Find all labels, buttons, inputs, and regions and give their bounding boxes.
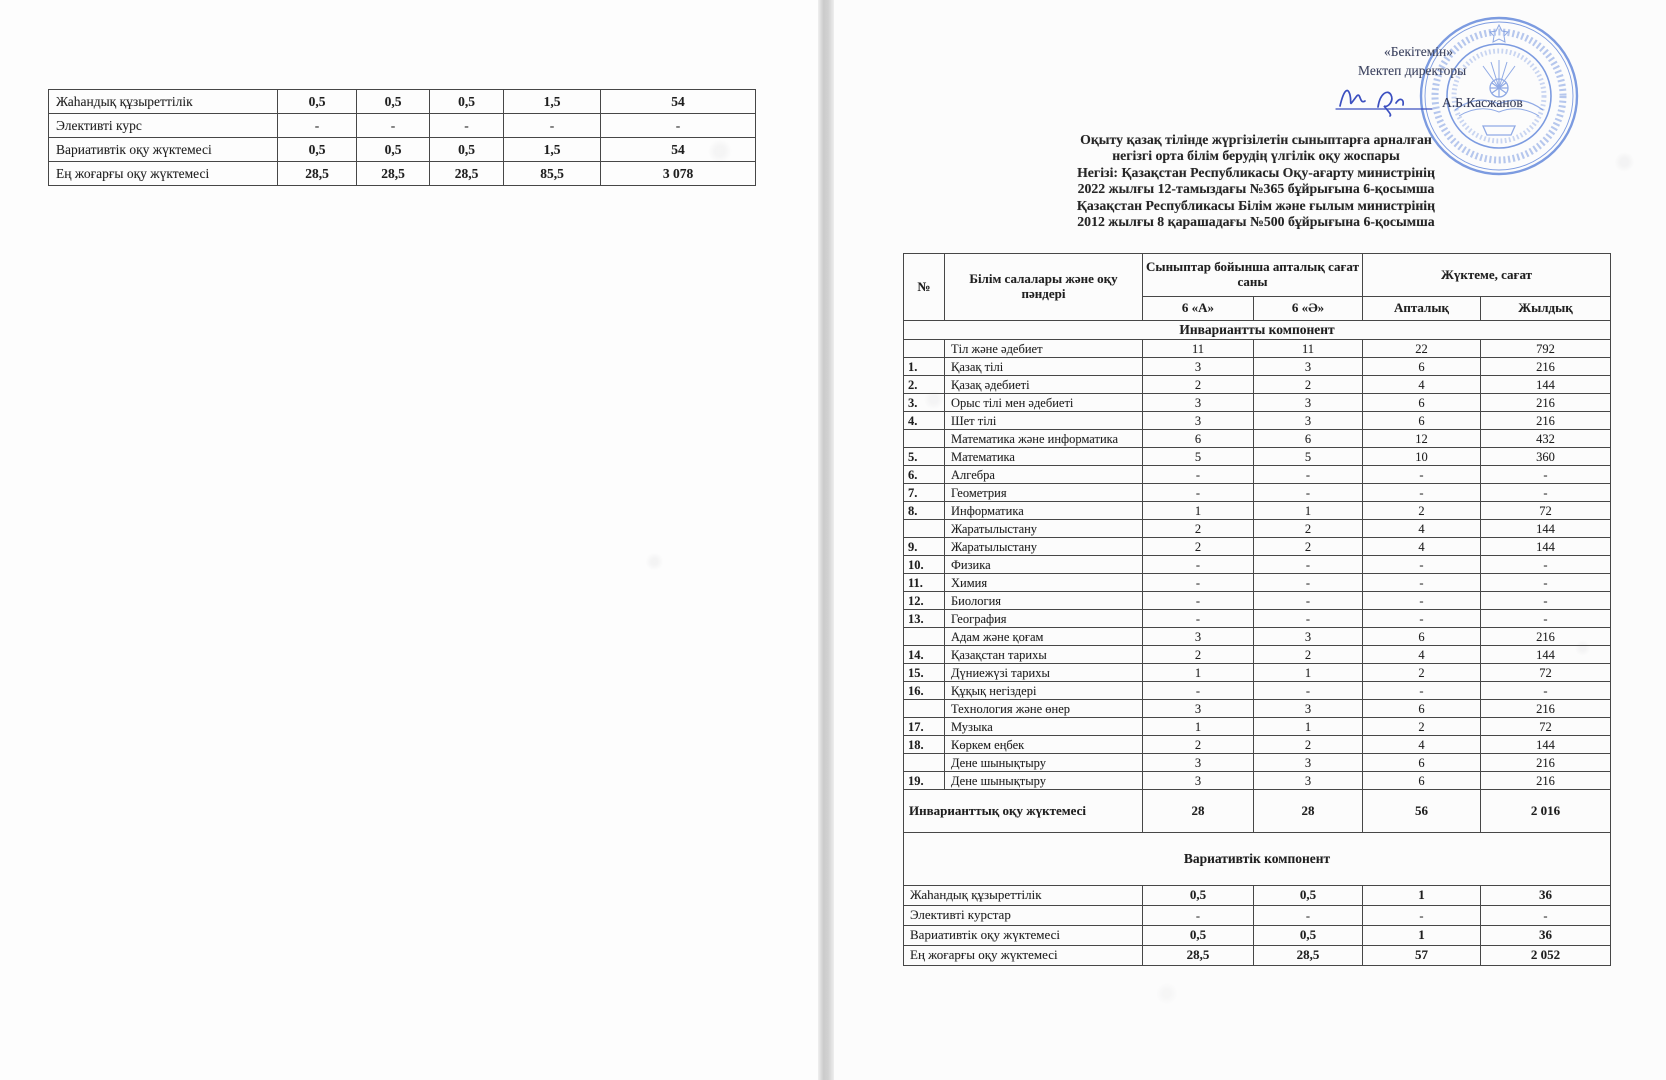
subject-cell: Жаратылыстану	[945, 538, 1143, 556]
value-cell: 6	[1363, 412, 1481, 430]
table-row	[904, 926, 1611, 946]
row-number-cell: 7.	[904, 484, 945, 502]
value-cell: 2	[1363, 502, 1481, 520]
title-line: Негізі: Қазақстан Республикасы Оқу-ағарту министрінің	[1077, 164, 1435, 180]
value-cell: 2 052	[1481, 946, 1611, 966]
value-cell: 11	[1143, 340, 1254, 358]
subject-cell: Физика	[945, 556, 1143, 574]
value-cell: 2	[1363, 718, 1481, 736]
title-line: негізгі орта білім берудің үлгілік оқу жоспары	[1112, 148, 1400, 164]
value-cell: 3	[1254, 754, 1363, 772]
row-number-cell	[904, 700, 945, 718]
value-cell: 216	[1481, 700, 1611, 718]
value-cell: 1	[1254, 718, 1363, 736]
table-row	[49, 90, 756, 114]
subject-cell: Технология және өнер	[945, 700, 1143, 718]
value-cell: -	[1481, 610, 1611, 628]
col-header-class-b: 6 «Ә»	[1254, 297, 1363, 321]
subject-cell: Құқық негіздері	[945, 682, 1143, 700]
invariant-total-row	[904, 790, 1611, 833]
value-cell: 12	[1363, 430, 1481, 448]
row-label-cell: Элективті курстар	[904, 906, 1143, 926]
title-line: Оқыту қазақ тілінде жүргізілетін сыныптарға арналған	[1080, 132, 1432, 147]
left-page	[0, 0, 818, 1080]
table-row	[904, 906, 1611, 926]
row-number-cell: 2.	[904, 376, 945, 394]
value-cell: 360	[1481, 448, 1611, 466]
value-cell: 792	[1481, 340, 1611, 358]
value-cell: 3	[1143, 754, 1254, 772]
value-cell: 2	[1254, 646, 1363, 664]
col-header-yearly: Жылдық	[1481, 297, 1611, 321]
table-row	[904, 484, 1611, 502]
subject-cell: Көркем еңбек	[945, 736, 1143, 754]
table-row	[904, 700, 1611, 718]
value-cell: 11	[1254, 340, 1363, 358]
value-cell: -	[1254, 592, 1363, 610]
title-line: Қазақстан Республикасы Білім және ғылым министрінің	[1076, 197, 1436, 213]
col-header-weekly: Апталық	[1363, 297, 1481, 321]
value-cell: 0,5	[1143, 886, 1254, 906]
table-row	[904, 718, 1611, 736]
row-number-cell: 1.	[904, 358, 945, 376]
value-cell: 72	[1481, 502, 1611, 520]
row-number-cell: 6.	[904, 466, 945, 484]
value-cell: -	[1254, 574, 1363, 592]
value-cell: 3	[1143, 394, 1254, 412]
value-cell: -	[1143, 682, 1254, 700]
row-number-cell: 8.	[904, 502, 945, 520]
right-page	[834, 0, 1666, 1080]
table-row	[904, 664, 1611, 682]
subject-cell: География	[945, 610, 1143, 628]
table-row	[904, 610, 1611, 628]
value-cell: 3	[1143, 700, 1254, 718]
approval-title: «Бекітемін»	[1384, 44, 1453, 59]
row-number-cell: 17.	[904, 718, 945, 736]
subject-cell: Музыка	[945, 718, 1143, 736]
value-cell: 1,5	[504, 138, 601, 162]
value-cell: 5	[1254, 448, 1363, 466]
value-cell: 3	[1254, 358, 1363, 376]
table-row	[904, 520, 1611, 538]
value-cell: -	[1363, 906, 1481, 926]
value-cell: 3	[1254, 412, 1363, 430]
subject-cell: Қазақ тілі	[945, 358, 1143, 376]
value-cell: 85,5	[504, 162, 601, 186]
value-cell: 4	[1363, 538, 1481, 556]
row-number-cell	[904, 340, 945, 358]
table-row	[904, 646, 1611, 664]
subject-cell: Дене шынықтыру	[945, 754, 1143, 772]
value-cell: 6	[1363, 628, 1481, 646]
value-cell: -	[1143, 484, 1254, 502]
value-cell: -	[504, 114, 601, 138]
value-cell: -	[1143, 556, 1254, 574]
value-cell: 2	[1363, 664, 1481, 682]
value-cell: 1	[1363, 886, 1481, 906]
table-row	[904, 754, 1611, 772]
row-number-cell: 9.	[904, 538, 945, 556]
value-cell: 36	[1481, 926, 1611, 946]
value-cell: 4	[1363, 376, 1481, 394]
value-cell: -	[1254, 484, 1363, 502]
value-cell: 3	[1254, 394, 1363, 412]
row-number-cell	[904, 628, 945, 646]
value-cell: 216	[1481, 772, 1611, 790]
subject-cell: Информатика	[945, 502, 1143, 520]
col-header-classes-group: Сыныптар бойынша апталық сағат саны	[1143, 254, 1363, 297]
value-cell: 0,5	[430, 90, 504, 114]
row-label-cell: Ең жоғарғы оқу жүктемесі	[904, 946, 1143, 966]
value-cell: 216	[1481, 754, 1611, 772]
page-divider	[818, 0, 834, 1080]
value-cell: 3	[1143, 772, 1254, 790]
subject-cell: Шет тілі	[945, 412, 1143, 430]
value-cell: -	[1363, 610, 1481, 628]
value-cell: -	[1254, 682, 1363, 700]
value-cell: 3	[1143, 628, 1254, 646]
value-cell: 1	[1254, 664, 1363, 682]
value-cell: 72	[1481, 664, 1611, 682]
table-row	[904, 502, 1611, 520]
value-cell: 3	[1254, 700, 1363, 718]
col-header-subject: Білім салалары және оқу пәндері	[945, 254, 1143, 321]
value-cell: 0,5	[430, 138, 504, 162]
value-cell: -	[1254, 556, 1363, 574]
value-cell: 6	[1254, 430, 1363, 448]
value-cell: 22	[1363, 340, 1481, 358]
approval-role: Мектеп директоры	[1358, 63, 1467, 78]
table-row	[904, 448, 1611, 466]
value-cell: -	[1363, 466, 1481, 484]
value-cell: -	[1481, 484, 1611, 502]
total-value-cell: 56	[1363, 790, 1481, 833]
row-number-cell: 3.	[904, 394, 945, 412]
value-cell: 57	[1363, 946, 1481, 966]
value-cell: 6	[1363, 394, 1481, 412]
value-cell: 0,5	[1254, 886, 1363, 906]
col-header-class-a: 6 «А»	[1143, 297, 1254, 321]
row-number-cell: 5.	[904, 448, 945, 466]
value-cell: -	[1143, 610, 1254, 628]
value-cell: 1,5	[504, 90, 601, 114]
value-cell: 6	[1363, 358, 1481, 376]
row-label-cell: Жаһандық құзыреттілік	[904, 886, 1143, 906]
table-row	[904, 886, 1611, 906]
subject-cell: Геометрия	[945, 484, 1143, 502]
approval-block	[1334, 44, 1564, 117]
value-cell: 144	[1481, 520, 1611, 538]
table-row	[904, 340, 1611, 358]
table-row	[904, 538, 1611, 556]
value-cell: 2	[1254, 736, 1363, 754]
subject-cell: Жаратылыстану	[945, 520, 1143, 538]
value-cell: 2	[1143, 520, 1254, 538]
subject-cell: Математика және информатика	[945, 430, 1143, 448]
title-line: 2022 жылғы 12-тамыздағы №365 бұйрығына 6-қосымша	[1077, 181, 1435, 197]
row-number-cell	[904, 754, 945, 772]
subject-cell: Математика	[945, 448, 1143, 466]
value-cell: 1	[1254, 502, 1363, 520]
value-cell: 1	[1143, 718, 1254, 736]
value-cell: -	[1143, 466, 1254, 484]
value-cell: -	[1143, 906, 1254, 926]
subject-cell: Тіл және әдебиет	[945, 340, 1143, 358]
value-cell: 216	[1481, 394, 1611, 412]
value-cell: 1	[1143, 664, 1254, 682]
value-cell: 5	[1143, 448, 1254, 466]
value-cell: -	[1481, 592, 1611, 610]
subject-cell: Орыс тілі мен әдебиеті	[945, 394, 1143, 412]
row-number-cell: 19.	[904, 772, 945, 790]
value-cell: 0,5	[357, 138, 430, 162]
table-row	[904, 628, 1611, 646]
value-cell: 36	[1481, 886, 1611, 906]
value-cell: 216	[1481, 412, 1611, 430]
row-number-cell	[904, 520, 945, 538]
value-cell: 28,5	[278, 162, 357, 186]
value-cell: 28,5	[430, 162, 504, 186]
value-cell: 144	[1481, 538, 1611, 556]
total-value-cell: 28	[1254, 790, 1363, 833]
value-cell: -	[1363, 484, 1481, 502]
value-cell: -	[601, 114, 756, 138]
section-row	[904, 833, 1611, 886]
value-cell: -	[1254, 610, 1363, 628]
table-row	[904, 772, 1611, 790]
table-row	[49, 162, 756, 186]
value-cell: -	[278, 114, 357, 138]
signature	[1334, 81, 1438, 117]
table-row	[904, 376, 1611, 394]
row-number-cell: 15.	[904, 664, 945, 682]
row-label-cell: Жаһандық құзыреттілік	[49, 90, 278, 114]
title-line: 2012 жылғы 8 қарашадағы №500 бұйрығына 6-қосымша	[1077, 214, 1435, 230]
row-number-cell: 14.	[904, 646, 945, 664]
table-header	[904, 254, 1611, 321]
value-cell: 3	[1254, 772, 1363, 790]
table-row	[904, 574, 1611, 592]
value-cell: 144	[1481, 736, 1611, 754]
table-row	[49, 114, 756, 138]
table-row	[904, 466, 1611, 484]
value-cell: 28,5	[1143, 946, 1254, 966]
value-cell: 10	[1363, 448, 1481, 466]
value-cell: 0,5	[278, 90, 357, 114]
total-label-cell: Инварианттық оқу жүктемесі	[904, 790, 1143, 833]
value-cell: 0,5	[278, 138, 357, 162]
subject-cell: Химия	[945, 574, 1143, 592]
row-label-cell: Ең жоғарғы оқу жүктемесі	[49, 162, 278, 186]
row-number-cell: 12.	[904, 592, 945, 610]
section-label: Вариативтік компонент	[904, 833, 1611, 886]
row-label-cell: Вариативтік оқу жүктемесі	[49, 138, 278, 162]
subject-cell: Қазақстан тарихы	[945, 646, 1143, 664]
signature-row	[1334, 81, 1564, 117]
value-cell: 54	[601, 90, 756, 114]
table-row	[904, 946, 1611, 966]
value-cell: 3 078	[601, 162, 756, 186]
subject-cell: Адам және қоғам	[945, 628, 1143, 646]
subject-cell: Биология	[945, 592, 1143, 610]
value-cell: 0,5	[1254, 926, 1363, 946]
value-cell: 6	[1363, 700, 1481, 718]
value-cell: 4	[1363, 520, 1481, 538]
value-cell: 2	[1254, 538, 1363, 556]
value-cell: 3	[1143, 358, 1254, 376]
value-cell: 28,5	[357, 162, 430, 186]
value-cell: 2	[1143, 736, 1254, 754]
value-cell: 3	[1254, 628, 1363, 646]
value-cell: 2	[1254, 376, 1363, 394]
value-cell: -	[1143, 574, 1254, 592]
approval-signer-name: А.Б.Касжанов	[1442, 95, 1523, 110]
total-value-cell: 28	[1143, 790, 1254, 833]
value-cell: 6	[1363, 754, 1481, 772]
left-summary-table	[48, 89, 756, 186]
value-cell: -	[1481, 682, 1611, 700]
value-cell: -	[1481, 906, 1611, 926]
value-cell: 1	[1143, 502, 1254, 520]
value-cell: -	[1481, 556, 1611, 574]
table-row	[904, 592, 1611, 610]
value-cell: 28,5	[1254, 946, 1363, 966]
value-cell: 216	[1481, 358, 1611, 376]
value-cell: -	[1143, 592, 1254, 610]
value-cell: -	[1363, 682, 1481, 700]
value-cell: -	[1363, 556, 1481, 574]
value-cell: 0,5	[357, 90, 430, 114]
table-row	[904, 682, 1611, 700]
row-label-cell: Вариативтік оқу жүктемесі	[904, 926, 1143, 946]
total-value-cell: 2 016	[1481, 790, 1611, 833]
value-cell: 432	[1481, 430, 1611, 448]
value-cell: -	[1254, 906, 1363, 926]
subject-cell: Алгебра	[945, 466, 1143, 484]
value-cell: 2	[1143, 646, 1254, 664]
value-cell: -	[1363, 592, 1481, 610]
col-header-load-group: Жүктеме, сағат	[1363, 254, 1611, 297]
curriculum-table	[903, 253, 1611, 966]
value-cell: 4	[1363, 736, 1481, 754]
row-number-cell	[904, 430, 945, 448]
value-cell: 0,5	[1143, 926, 1254, 946]
table-row	[49, 138, 756, 162]
subject-cell: Қазақ әдебиеті	[945, 376, 1143, 394]
section-row	[904, 321, 1611, 340]
row-number-cell: 18.	[904, 736, 945, 754]
row-label-cell: Элективті курс	[49, 114, 278, 138]
table-row	[904, 556, 1611, 574]
value-cell: 1	[1363, 926, 1481, 946]
value-cell: -	[1481, 466, 1611, 484]
subject-cell: Дүниежүзі тарихы	[945, 664, 1143, 682]
value-cell: -	[1481, 574, 1611, 592]
row-number-cell: 11.	[904, 574, 945, 592]
row-number-cell: 13.	[904, 610, 945, 628]
value-cell: -	[1363, 574, 1481, 592]
value-cell: 144	[1481, 646, 1611, 664]
value-cell: 2	[1254, 520, 1363, 538]
value-cell: 72	[1481, 718, 1611, 736]
table-row	[904, 430, 1611, 448]
subject-cell: Дене шынықтыру	[945, 772, 1143, 790]
value-cell: 54	[601, 138, 756, 162]
value-cell: -	[1254, 466, 1363, 484]
value-cell: 144	[1481, 376, 1611, 394]
value-cell: -	[357, 114, 430, 138]
row-number-cell: 4.	[904, 412, 945, 430]
value-cell: 6	[1363, 772, 1481, 790]
value-cell: 4	[1363, 646, 1481, 664]
section-label: Инвариантты компонент	[904, 321, 1611, 340]
value-cell: 2	[1143, 538, 1254, 556]
table-row	[904, 412, 1611, 430]
row-number-cell: 10.	[904, 556, 945, 574]
value-cell: 3	[1143, 412, 1254, 430]
table-row	[904, 736, 1611, 754]
value-cell: 6	[1143, 430, 1254, 448]
row-number-cell: 16.	[904, 682, 945, 700]
col-header-num: №	[904, 254, 945, 321]
table-row	[904, 394, 1611, 412]
value-cell: 216	[1481, 628, 1611, 646]
value-cell: -	[430, 114, 504, 138]
value-cell: 2	[1143, 376, 1254, 394]
table-row	[904, 358, 1611, 376]
